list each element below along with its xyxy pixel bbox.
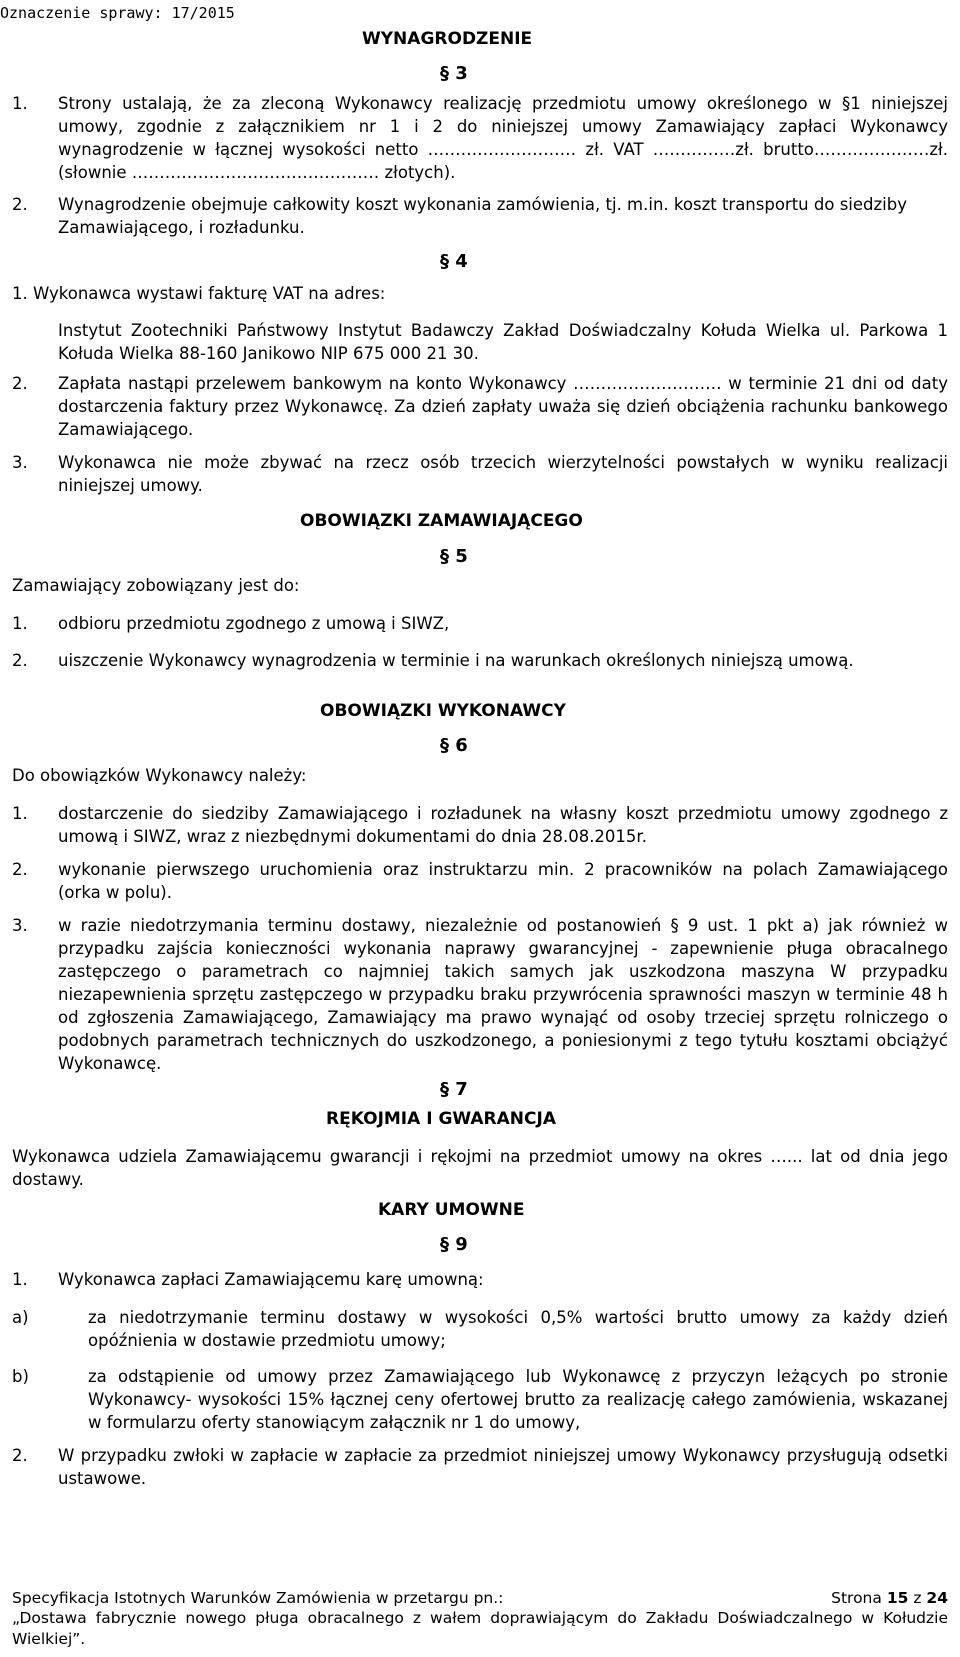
- section-heading-kary-umowne: KARY UMOWNE: [378, 1200, 525, 1220]
- item-number: 2.: [12, 195, 28, 214]
- case-number: Oznaczenie sprawy: 17/2015: [0, 4, 235, 22]
- list-item: [12, 451, 948, 497]
- list-item: [12, 858, 948, 904]
- page-footer: [12, 1587, 948, 1609]
- item-number: 1.: [12, 1270, 28, 1289]
- item-number: 3.: [12, 916, 28, 935]
- list-item: [12, 914, 948, 1075]
- item-text: wykonanie pierwszego uruchomienia oraz instruktarzu min. 2 pracowników na polach Zamawiającego (orka w polu).: [58, 860, 948, 902]
- footer-tender-title: „Dostawa fabrycznie nowego pługa obracalnego z wałem doprawiającym do Zakładu Doświadczalnego w Kołudzie Wielkiej”.: [12, 1609, 948, 1648]
- paragraph-sign-4: § 4: [440, 251, 468, 272]
- list-item: [12, 193, 948, 239]
- item-number: 2.: [12, 374, 28, 393]
- item-number: 2.: [12, 651, 28, 670]
- warranty-text: Wykonawca udziela Zamawiającemu gwarancji i rękojmi na przedmiot umowy na okres …... lat od dnia jego dostawy.: [12, 1147, 948, 1189]
- invoice-label: 1. Wykonawca wystawi fakturę VAT na adres:: [12, 284, 386, 303]
- item-letter: a): [12, 1308, 29, 1327]
- item-text: Wykonawca nie może zbywać na rzecz osób trzecich wierzytelności powstałych w wyniku realizacji niniejszej umowy.: [58, 453, 948, 495]
- footer-spec-title: Specyfikacja Istotnych Warunków Zamówienia w przetargu pn.:: [12, 1589, 504, 1607]
- list-item: [12, 1444, 948, 1490]
- item-text: Zapłata nastąpi przelewem bankowym na konto Wykonawcy ……………………… w terminie 21 dni od daty dostarczenia faktury przez Wykonawcę. Za dzień zapłaty uważa się dzień obciążenia rachunku bankowego Zamawiającego.: [58, 374, 948, 439]
- item-text: Wynagrodzenie obejmuje całkowity koszt wykonania zamówienia, tj. m.in. koszt transportu do siedziby Zamawiającego, i rozładunku.: [58, 195, 907, 237]
- item-letter: b): [12, 1367, 29, 1386]
- section-heading-obowiazki-wykonawcy: OBOWIĄZKI WYKONAWCY: [320, 701, 566, 721]
- item-number: 2.: [12, 860, 28, 879]
- item-number: 2.: [12, 1446, 28, 1465]
- page-number: Strona 15 z 24: [831, 1589, 948, 1607]
- paragraph-sign-3: § 3: [440, 63, 468, 84]
- list-item: [12, 649, 948, 695]
- item-number: 3.: [12, 453, 28, 472]
- paragraph-sign-6: § 6: [440, 735, 468, 756]
- paragraph-sign-5: § 5: [440, 546, 468, 567]
- item-text: dostarczenie do siedziby Zamawiającego i rozładunek na własny koszt przedmiotu umowy zgodnego z umową i SIWZ, wraz z niezbędnymi dokumentami do dnia 28.08.2015r.: [58, 804, 948, 846]
- section-heading-obowiazki-zamawiajacego: OBOWIĄZKI ZAMAWIAJĄCEGO: [300, 511, 583, 531]
- sub-list-item: [12, 1306, 948, 1352]
- section-intro: Zamawiający zobowiązany jest do:: [12, 576, 300, 595]
- section-intro: Do obowiązków Wykonawcy należy:: [12, 766, 307, 785]
- item-text: odbioru przedmiotu zgodnego z umową i SIWZ,: [58, 614, 450, 633]
- list-item: [12, 372, 948, 441]
- item-text: za odstąpienie od umowy przez Zamawiającego lub Wykonawcę z przyczyn leżących po stronie Wykonawcy- wysokości 15% łącznej ceny ofertowej brutto za realizację całego zamówienia, wskazanej w formularzu oferty stanowiącym załącznik nr 1 do umowy,: [88, 1367, 948, 1432]
- sub-list-item: [12, 1365, 948, 1434]
- section-heading-rekojmia: RĘKOJMIA I GWARANCJA: [326, 1109, 556, 1129]
- item-number: 1.: [12, 804, 28, 823]
- item-text: uiszczenie Wykonawcy wynagrodzenia w terminie i na warunkach określonych niniejszą umową.: [58, 651, 854, 670]
- item-text: Strony ustalają, że za zleconą Wykonawcy realizację przedmiotu umowy określonego w §1 niniejszej umowy, zgodnie z załącznikiem nr 1 i 2 do niniejszej umowy Zamawiający zapłaci Wykonawcy wynagrodzenie w łącznej wysokości netto ……………………… zł. VAT ……………zł. brutto…………………zł. (słownie ……………………………………… złotych).: [58, 94, 948, 182]
- section-heading-wynagrodzenie: WYNAGRODZENIE: [362, 29, 533, 49]
- item-text: za niedotrzymanie terminu dostawy w wysokości 0,5% wartości brutto umowy za każdy dzień opóźnienia w dostawie przedmiotu umowy;: [88, 1308, 948, 1350]
- paragraph-sign-7: § 7: [440, 1079, 468, 1100]
- paragraph-sign-9: § 9: [440, 1234, 468, 1255]
- item-number: 1.: [12, 614, 28, 633]
- list-item: [12, 92, 948, 184]
- invoice-address: Instytut Zootechniki Państwowy Instytut Badawczy Zakład Doświadczalny Kołuda Wielka ul. Parkowa 1 Kołuda Wielka 88-160 Janikowo NIP 675 000 21 30.: [58, 321, 948, 363]
- item-text: W przypadku zwłoki w zapłacie w zapłacie za przedmiot niniejszej umowy Wykonawcy przysługują odsetki ustawowe.: [58, 1446, 948, 1488]
- item-text: Wykonawca zapłaci Zamawiającemu karę umowną:: [58, 1270, 484, 1289]
- list-item: [12, 1268, 948, 1291]
- list-item: [12, 802, 948, 848]
- item-text: w razie niedotrzymania terminu dostawy, niezależnie od postanowień § 9 ust. 1 pkt a) jak również w przypadku zajścia konieczności wykonania naprawy gwarancyjnej - zapewnienie pługa obracalnego zastępczego o parametrach co najmniej takich samych jak uszkodzona maszyna W przypadku niezapewnienia sprzętu zastępczego w przypadku braku przywrócenia sprawności maszyn w terminie 48 h od zgłoszenia Zamawiającego, Zamawiający ma prawo wynająć od osoby trzeciej sprzętu rolniczego o podobnych parametrach technicznych do uszkodzonego, a poniesionymi z tego tytułu kosztami obciążyć Wykonawcę.: [58, 916, 948, 1073]
- list-item: [12, 612, 948, 635]
- item-number: 1.: [12, 94, 28, 113]
